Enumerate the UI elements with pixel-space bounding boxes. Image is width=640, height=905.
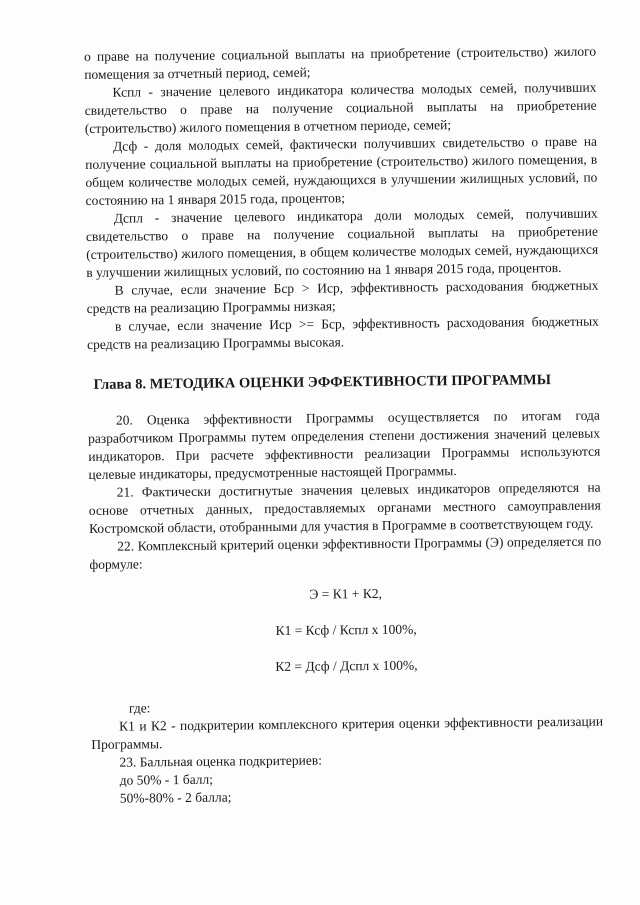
paragraph-case-high: в случае, если значение Иср >= Бср, эффективность расходования бюджетных средств на реализацию Программы высокая. xyxy=(87,313,599,352)
score-item: до 50% - 1 балл; xyxy=(119,771,214,788)
paragraph-case-low: В случае, если значение Бср > Иср, эффективность расходования бюджетных средств на реализацию Программы низкая; xyxy=(86,277,599,316)
formula-k2: К2 = Дсф / Дспл х 100%, xyxy=(275,657,418,675)
score-item: 50%-80% - 2 балла; xyxy=(119,789,232,806)
formula-k1: К1 = Ксф / Кспл х 100%, xyxy=(275,621,417,639)
document-body xyxy=(84,43,604,808)
paragraph-22: 22. Комплексный критерий оценки эффективности Программы (Э) определяется по формуле: xyxy=(89,533,602,572)
paragraph-intro: о праве на получение социальной выплаты на приобретение (строительство) жилого помещения за отчетный период, семей; xyxy=(84,43,597,82)
chapter-title: Глава 8. МЕТОДИКА ОЦЕНКИ ЭФФЕКТИВНОСТИ ПРОГРАММЫ xyxy=(93,372,551,393)
paragraph-dspl-definition: Дспл - значение целевого индикатора доли молодых семей, получивших свидетельство о праве на получение социальной выплаты на приобретение (строительство) жилого помещения, в общем количестве молодых семей, нуждающихся в улучшении жилищных условий, по состоянию на 1 января 2015 года, процентов. xyxy=(85,205,599,280)
paragraph-21: 21. Фактически достигнутые значения целевых индикаторов определяются на основе отчетных данных, предоставляемых органами местного самоуправления Костромской области, отобранными для участия в Программе в соответствующем году. xyxy=(88,479,601,536)
label-where: где: xyxy=(128,700,151,716)
paragraph-20: 20. Оценка эффективности Программы осуществляется по итогам года разработчиком Программы путем определения степени достижения значений целевых индикаторов. При расчете эффективности реализации Программы используются целевые индикаторы, предусмотренные настоящей Программы. xyxy=(88,407,601,482)
paragraph-23: 23. Балльная оценка подкритериев: xyxy=(119,752,322,770)
paragraph-dsf-definition: Дсф - доля молодых семей, фактически получивших свидетельство о праве на получение социальной выплаты на приобретение (строительство) жилого помещения, в общем количестве молодых семей, нуждающихся в улучшении жилищных условий, по состоянию на 1 января 2015 года, процентов; xyxy=(85,133,598,208)
paragraph-k1-k2: К1 и К2 - подкритерии комплексного критерия оценки эффективности реализации Программы. xyxy=(91,713,604,752)
paragraph-kspl-definition: Кспл - значение целевого индикатора количества молодых семей, получивших свидетельство о праве на получение социальной выплаты на приобретение (строительство) жилого помещения в отчетном периоде, семей; xyxy=(84,79,597,136)
formula-e: Э = К1 + К2, xyxy=(309,585,383,602)
